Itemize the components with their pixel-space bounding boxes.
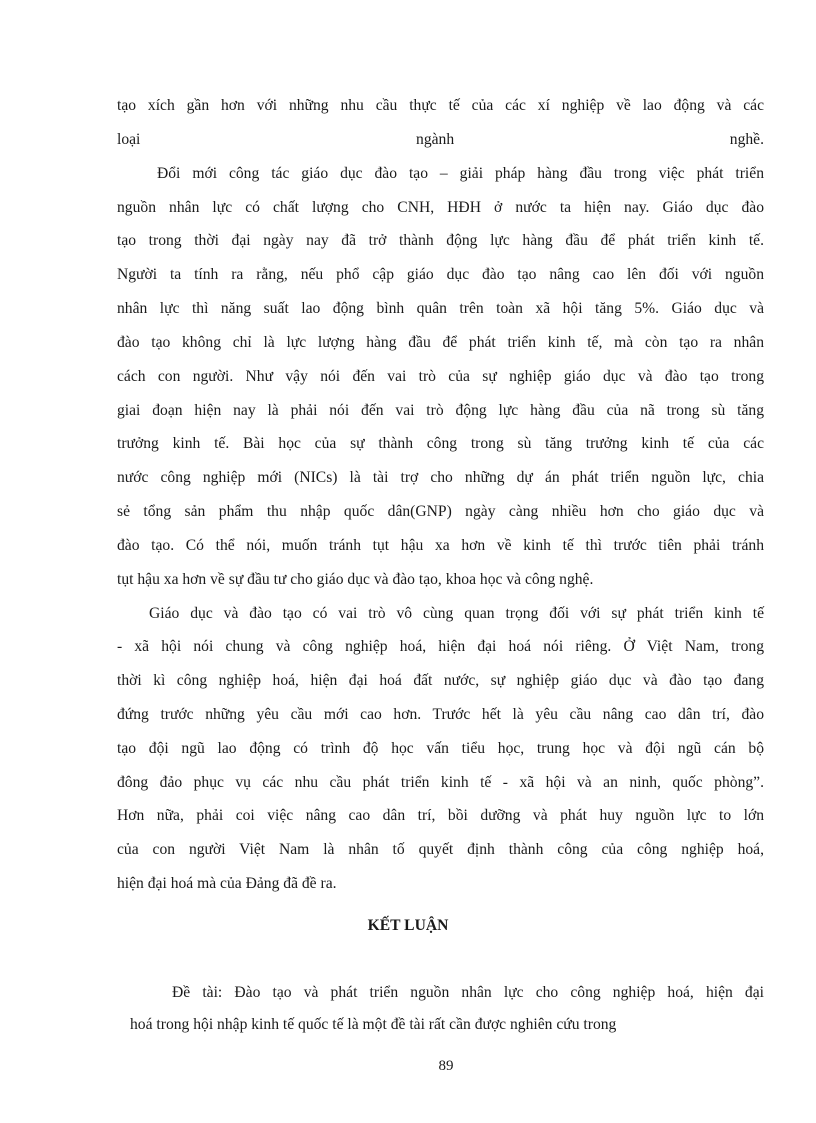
body-line: giai đoạn hiện nay là phải nói đến vai trò động lực hàng đầu của nã trong sù tăng (117, 402, 764, 419)
section-heading: KẾT LUẬN (367, 917, 449, 934)
conclusion-line: hoá trong hội nhập kinh tế quốc tế là một đề tài rất cần được nghiên cứu trong (130, 1016, 617, 1033)
body-line: đứng trước những yêu cầu mới cao hơn. Trước hết là yêu cầu nâng cao dân trí, đào (117, 706, 764, 723)
body-line: đào tạo. Có thể nói, muốn tránh tụt hậu xa hơn về kinh tế thì trước tiên phải tránh (117, 537, 764, 554)
body-line: Hơn nữa, phải coi việc nâng cao dân trí, bồi dưỡng và phát huy nguồn lực to lớn (117, 807, 764, 824)
conclusion-line: Đề tài: Đào tạo và phát triển nguồn nhân lực cho công nghiệp hoá, hiện đại (172, 984, 764, 1001)
body-line: đông đảo phục vụ các nhu cầu phát triển kinh tế - xã hội và an ninh, quốc phòng”. (117, 774, 764, 791)
body-line: loại ngành nghề. (117, 131, 764, 148)
body-line: nguồn nhân lực có chất lượng cho CNH, HĐH ở nước ta hiện nay. Giáo dục đào (117, 199, 764, 216)
body-line: tạo xích gần hơn với những nhu cầu thực tế của các xí nghiệp về lao động và các (117, 97, 764, 114)
body-line: nhân lực thì năng suất lao động bình quân trên toàn xã hội tăng 5%. Giáo dục và (117, 300, 764, 317)
body-line: - xã hội nói chung và công nghiệp hoá, hiện đại hoá nói riêng. Ở Việt Nam, trong (117, 638, 764, 655)
body-line: cách con người. Như vậy nói đến vai trò của sự nghiệp giáo dục và đào tạo trong (117, 368, 764, 385)
body-line: sẻ tổng sản phẩm thu nhập quốc dân(GNP) ngày càng nhiều hơn cho giáo dục và (117, 503, 764, 520)
body-line: thời kì công nghiệp hoá, hiện đại hoá đất nước, sự nghiệp giáo dục và đào tạo đang (117, 672, 764, 689)
body-line: Người ta tính ra rằng, nếu phổ cập giáo dục đào tạo nâng cao lên đối với nguồn (117, 266, 764, 283)
body-line: của con người Việt Nam là nhân tố quyết định thành công của công nghiệp hoá, (117, 841, 764, 858)
body-line: tạo trong thời đại ngày nay đã trở thành động lực hàng đầu để phát triển kinh tế. (117, 232, 764, 249)
page-number: 89 (438, 1058, 454, 1074)
body-line: nước công nghiệp mới (NICs) là tài trợ cho những dự án phát triển nguồn lực, chia (117, 469, 764, 486)
body-line: đào tạo không chỉ là lực lượng hàng đầu để phát triển kinh tế, mà còn tạo ra nhân (117, 334, 764, 351)
body-line: tụt hậu xa hơn về sự đầu tư cho giáo dục và đào tạo, khoa học và công nghệ. (117, 571, 594, 588)
body-line: hiện đại hoá mà của Đảng đã đề ra. (117, 875, 337, 892)
body-line: trưởng kinh tế. Bài học của sự thành công trong sù tăng trưởng kinh tế của các (117, 435, 764, 452)
body-line: tạo đội ngũ lao động có trình độ học vấn tiểu học, trung học và đội ngũ cán bộ (117, 740, 764, 757)
body-line: Đổi mới công tác giáo dục đào tạo – giải pháp hàng đầu trong việc phát triển (157, 165, 764, 182)
body-line: Giáo dục và đào tạo có vai trò vô cùng quan trọng đối với sự phát triển kinh tế (149, 605, 764, 622)
